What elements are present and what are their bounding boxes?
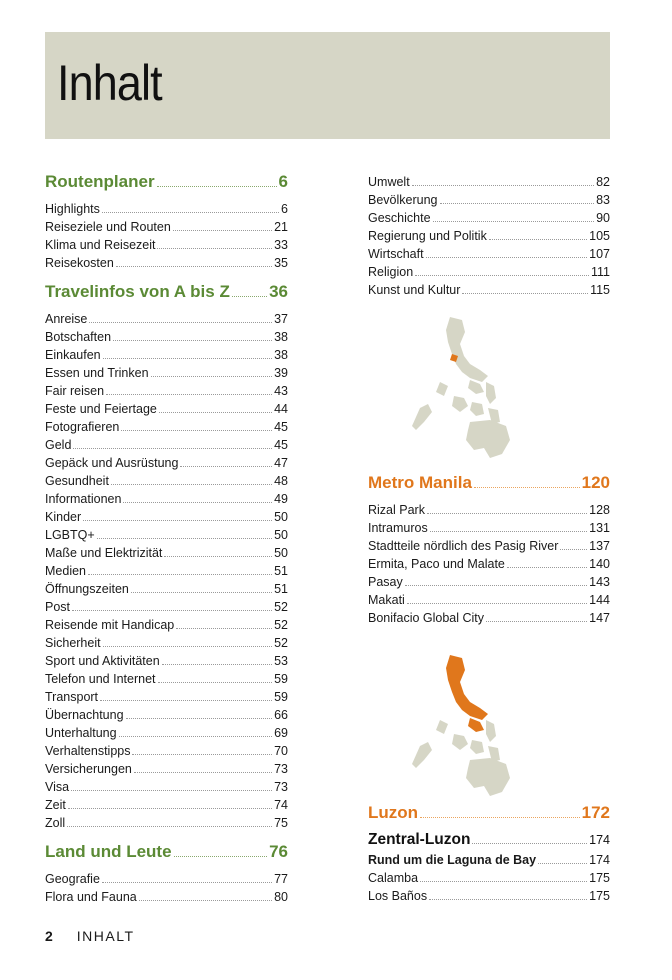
entry-page: 105 [589, 229, 610, 243]
toc-entry[interactable] [45, 310, 288, 328]
toc-entry[interactable] [45, 490, 288, 508]
entry-label: Flora und Fauna [45, 890, 137, 904]
toc-entry[interactable] [368, 263, 610, 281]
leader-dots [103, 645, 273, 647]
entry-label: Informationen [45, 492, 122, 506]
entry-label: Sicherheit [45, 636, 101, 650]
entry-label: Kinder [45, 510, 82, 524]
entry-label: Unterhaltung [45, 726, 117, 740]
leader-dots [157, 247, 272, 249]
entry-label: Öffnungszeiten [45, 582, 129, 596]
entry-page: 6 [281, 202, 288, 216]
entry-page: 131 [589, 521, 610, 535]
section-page: 36 [269, 282, 288, 301]
toc-entry[interactable] [45, 778, 288, 796]
entry-page: 37 [274, 312, 288, 326]
entry-page: 50 [274, 546, 288, 560]
leader-dots [119, 735, 273, 737]
toc-entry[interactable] [368, 591, 610, 609]
entry-label: Bonifacio Global City [368, 611, 485, 625]
leader-dots [440, 202, 595, 204]
section-metro-manila-block [368, 473, 610, 627]
entry-label: Visa [45, 780, 70, 794]
entry-page: 140 [589, 557, 610, 571]
entry-label: Telefon und Internet [45, 672, 156, 686]
section-title: Travelinfos von A bis Z [45, 282, 230, 301]
section-page: 120 [581, 473, 610, 492]
entry-page: 111 [590, 265, 610, 279]
entry-page: 33 [274, 238, 288, 252]
entry-page: 73 [274, 780, 288, 794]
leader-dots [71, 789, 272, 791]
entry-label: Einkaufen [45, 348, 101, 362]
toc-entry[interactable] [45, 364, 288, 382]
leader-dots [97, 537, 272, 539]
header-band [45, 32, 610, 139]
entry-page: 51 [274, 582, 288, 596]
toc-entry[interactable] [45, 346, 288, 364]
toc-entry[interactable] [45, 254, 288, 272]
leader-dots [102, 211, 279, 213]
entry-label: Geschichte [368, 211, 431, 225]
leader-dots [106, 393, 272, 395]
leader-dots [176, 627, 272, 629]
entry-label: Religion [368, 265, 414, 279]
entry-page: 48 [274, 474, 288, 488]
entry-label: Rizal Park [368, 503, 425, 517]
section-metro-manila[interactable] [368, 473, 610, 497]
entry-page: 38 [274, 348, 288, 362]
section-luzon[interactable] [368, 803, 610, 827]
subsection-title: Zentral-Luzon [368, 831, 471, 848]
entry-label: Rund um die Laguna de Bay [368, 853, 537, 867]
leader-dots [68, 807, 272, 809]
entry-page: 52 [274, 618, 288, 632]
entry-label: Los Baños [368, 889, 428, 903]
toc-entry[interactable] [45, 688, 288, 706]
leader-dots [474, 486, 580, 488]
section-title: Metro Manila [368, 473, 472, 492]
leader-dots [103, 357, 272, 359]
toc-entry[interactable] [45, 652, 288, 670]
entry-label: Versicherungen [45, 762, 132, 776]
leader-dots [486, 620, 587, 622]
leader-dots [472, 842, 587, 844]
entry-page: 53 [274, 654, 288, 668]
leader-dots [173, 229, 272, 231]
entry-label: Botschaften [45, 330, 112, 344]
toc-entry[interactable] [45, 706, 288, 724]
toc-entry[interactable] [45, 472, 288, 490]
leader-dots [121, 429, 272, 431]
toc-entry[interactable] [45, 814, 288, 832]
toc-entry[interactable] [45, 888, 288, 906]
entry-page: 174 [589, 853, 610, 867]
entry-label: Fair reisen [45, 384, 105, 398]
page-number: 2 [45, 928, 53, 944]
leader-dots [407, 602, 587, 604]
entry-label: Intramuros [368, 521, 428, 535]
entry-page: 21 [274, 220, 288, 234]
leader-dots [429, 898, 587, 900]
entry-page: 50 [274, 528, 288, 542]
section-routenplaner[interactable] [45, 172, 288, 196]
entry-page: 70 [274, 744, 288, 758]
entry-label: Gesundheit [45, 474, 109, 488]
toc-entry[interactable] [45, 218, 288, 236]
leader-dots [134, 771, 272, 773]
entry-label: Verhaltenstipps [45, 744, 131, 758]
entry-label: Fotografieren [45, 420, 120, 434]
entry-page: 50 [274, 510, 288, 524]
leader-dots [426, 256, 588, 258]
leader-dots [67, 825, 272, 827]
toc-entry[interactable] [45, 544, 288, 562]
leader-dots [126, 717, 273, 719]
toc-entry[interactable] [368, 555, 610, 573]
entry-label: Bevölkerung [368, 193, 438, 207]
entry-label: Post [45, 600, 71, 614]
toc-entry[interactable] [45, 562, 288, 580]
toc-entry[interactable] [45, 436, 288, 454]
entry-label: Feste und Feiertage [45, 402, 157, 416]
section-title: Luzon [368, 803, 419, 822]
toc-entry[interactable] [45, 796, 288, 814]
leader-dots [430, 530, 587, 532]
section-land-und-leute[interactable] [45, 842, 288, 866]
leader-dots [405, 584, 587, 586]
entry-page: 51 [274, 564, 288, 578]
toc-entry[interactable] [45, 598, 288, 616]
toc-entry[interactable] [368, 191, 610, 209]
entry-page: 82 [596, 175, 610, 189]
entry-page: 175 [589, 871, 610, 885]
entry-label: Essen und Trinken [45, 366, 149, 380]
leader-dots [164, 555, 272, 557]
entry-label: Gepäck und Ausrüstung [45, 456, 179, 470]
entry-page: 52 [274, 636, 288, 650]
entry-label: LGBTQ+ [45, 528, 95, 542]
toc-entry[interactable] [45, 760, 288, 778]
leader-dots [507, 566, 587, 568]
toc-entry[interactable] [45, 236, 288, 254]
leader-dots [415, 274, 589, 276]
entry-label: Klima und Reisezeit [45, 238, 156, 252]
toc-entry[interactable] [45, 870, 288, 888]
leader-dots [89, 321, 272, 323]
leader-dots [420, 816, 580, 818]
leader-dots [412, 184, 594, 186]
leader-dots [132, 753, 272, 755]
entry-label: Anreise [45, 312, 88, 326]
section-travelinfos[interactable] [45, 282, 288, 306]
entry-page: 38 [274, 330, 288, 344]
entry-page: 45 [274, 438, 288, 452]
toc-entry[interactable] [45, 580, 288, 598]
leader-dots [489, 238, 587, 240]
leader-dots [232, 295, 267, 297]
entry-label: Zoll [45, 816, 66, 830]
entry-label: Medien [45, 564, 86, 578]
entry-label: Transport [45, 690, 99, 704]
entry-page: 73 [274, 762, 288, 776]
leader-dots [157, 185, 277, 187]
toc-entry[interactable] [368, 245, 610, 263]
toc-right-column [368, 173, 610, 299]
entry-label: Reiseziele und Routen [45, 220, 171, 234]
entry-label: Stadtteile nördlich des Pasig River [368, 539, 559, 553]
entry-page: 115 [590, 283, 610, 297]
toc-entry[interactable] [368, 537, 610, 555]
entry-page: 47 [274, 456, 288, 470]
entry-page: 35 [274, 256, 288, 270]
leader-dots [560, 548, 587, 550]
leader-dots [151, 375, 273, 377]
toc-entry[interactable] [45, 382, 288, 400]
leader-dots [102, 881, 272, 883]
entry-page: 43 [274, 384, 288, 398]
section-title: Land und Leute [45, 842, 172, 861]
leader-dots [139, 899, 272, 901]
entry-label: Pasay [368, 575, 403, 589]
entry-page: 90 [596, 211, 610, 225]
entry-page: 144 [589, 593, 610, 607]
toc-entry[interactable] [368, 573, 610, 591]
leader-dots [73, 447, 272, 449]
entry-page: 107 [589, 247, 610, 261]
entry-page: 39 [274, 366, 288, 380]
entry-page: 74 [274, 798, 288, 812]
page-footer [45, 928, 135, 944]
section-title: Routenplaner [45, 172, 155, 191]
subsection-zentral-luzon[interactable] [368, 831, 610, 851]
leader-dots [427, 512, 587, 514]
entry-label: Kunst und Kultur [368, 283, 461, 297]
entry-page: 137 [589, 539, 610, 553]
toc-entry[interactable] [45, 724, 288, 742]
leader-dots [433, 220, 595, 222]
section-page: 6 [278, 172, 288, 191]
toc-entry[interactable] [368, 609, 610, 627]
leader-dots [113, 339, 272, 341]
entry-page: 49 [274, 492, 288, 506]
leader-dots [88, 573, 272, 575]
toc-entry[interactable] [45, 670, 288, 688]
section-page: 172 [581, 803, 610, 822]
entry-label: Sport und Aktivitäten [45, 654, 160, 668]
toc-entry[interactable] [368, 519, 610, 537]
leader-dots [111, 483, 272, 485]
leader-dots [180, 465, 272, 467]
toc-entry[interactable] [45, 508, 288, 526]
toc-entry[interactable] [45, 526, 288, 544]
toc-entry[interactable] [368, 173, 610, 191]
entry-label: Reisende mit Handicap [45, 618, 175, 632]
toc-entry[interactable] [368, 281, 610, 299]
entry-page: 52 [274, 600, 288, 614]
toc-entry[interactable] [368, 851, 610, 869]
toc-entry[interactable] [45, 418, 288, 436]
entry-page: 66 [274, 708, 288, 722]
toc-entry[interactable] [45, 454, 288, 472]
entry-label: Makati [368, 593, 405, 607]
philippines-map-icon [410, 312, 525, 462]
leader-dots [116, 265, 272, 267]
entry-page: 83 [596, 193, 610, 207]
entry-label: Wirtschaft [368, 247, 424, 261]
entry-label: Calamba [368, 871, 419, 885]
toc-left-column [45, 172, 288, 906]
leader-dots [100, 699, 272, 701]
toc-entry[interactable] [45, 742, 288, 760]
entry-label: Umwelt [368, 175, 410, 189]
leader-dots [538, 862, 587, 864]
section-page: 76 [269, 842, 288, 861]
entry-page: 77 [274, 872, 288, 886]
section-luzon-block [368, 803, 610, 905]
entry-page: 44 [274, 402, 288, 416]
entry-page: 128 [589, 503, 610, 517]
leader-dots [158, 681, 273, 683]
running-head: INHALT [76, 928, 135, 944]
entry-page: 80 [274, 890, 288, 904]
entry-label: Maße und Elektrizität [45, 546, 163, 560]
page-title: Inhalt [57, 55, 162, 111]
leader-dots [159, 411, 272, 413]
entry-page: 175 [589, 889, 610, 903]
toc-entry[interactable] [368, 209, 610, 227]
toc-entry[interactable] [45, 328, 288, 346]
entry-page: 45 [274, 420, 288, 434]
toc-entry[interactable] [45, 200, 288, 218]
entry-page: 75 [274, 816, 288, 830]
entry-label: Reisekosten [45, 256, 114, 270]
entry-label: Geld [45, 438, 72, 452]
entry-page: 147 [589, 611, 610, 625]
philippines-luzon-map-icon [410, 650, 525, 800]
leader-dots [131, 591, 272, 593]
entry-label: Übernachtung [45, 708, 124, 722]
entry-label: Regierung und Politik [368, 229, 487, 243]
toc-entry[interactable] [368, 869, 610, 887]
toc-entry[interactable] [368, 501, 610, 519]
entry-page: 59 [274, 672, 288, 686]
toc-entry[interactable] [368, 887, 610, 905]
leader-dots [72, 609, 272, 611]
entry-label: Ermita, Paco und Malate [368, 557, 505, 571]
entry-label: Geografie [45, 872, 100, 886]
toc-entry[interactable] [45, 400, 288, 418]
leader-dots [174, 855, 268, 857]
subsection-page: 174 [589, 833, 610, 847]
entry-page: 59 [274, 690, 288, 704]
entry-label: Zeit [45, 798, 66, 812]
entry-page: 143 [589, 575, 610, 589]
entry-label: Highlights [45, 202, 100, 216]
leader-dots [420, 880, 587, 882]
toc-entry[interactable] [45, 616, 288, 634]
toc-entry[interactable] [45, 634, 288, 652]
toc-entry[interactable] [368, 227, 610, 245]
leader-dots [123, 501, 272, 503]
leader-dots [162, 663, 272, 665]
entry-page: 69 [274, 726, 288, 740]
leader-dots [462, 292, 588, 294]
leader-dots [83, 519, 272, 521]
